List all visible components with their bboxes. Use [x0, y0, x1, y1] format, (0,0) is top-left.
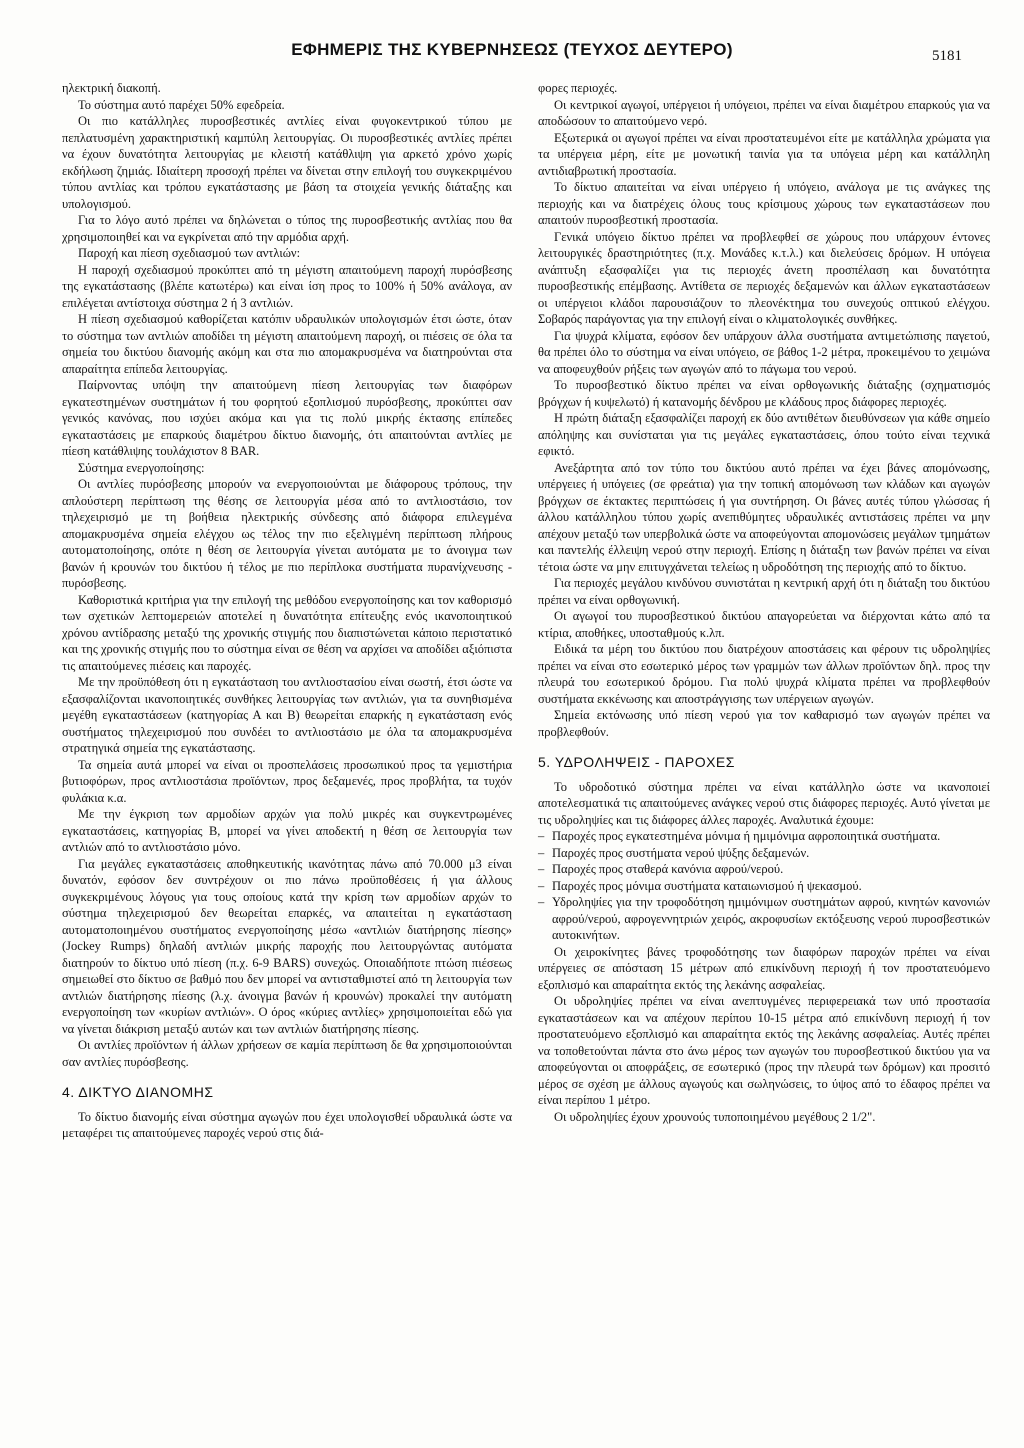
paragraph: Με την έγκριση των αρμοδίων αρχών για πολύ μικρές και συγκεντρωμένες εγκαταστάσεις, κατηγορίας Β, μπορεί να γίνει αποδεκτή η θέση σε λειτουργία των αντλιών από το αντλιοστάσιο μόνο. — [62, 807, 512, 854]
section-heading-4: 4. ΔΙΚΤΥΟ ΔΙΑΝΟΜΗΣ — [62, 1084, 214, 1100]
paragraph: Σύστημα ενεργοποίησης: — [78, 460, 205, 475]
paragraph: ηλεκτρική διακοπή. — [62, 81, 161, 95]
paragraph: Το σύστημα αυτό παρέχει 50% εφεδρεία. — [78, 97, 285, 112]
paragraph: Για το λόγο αυτό πρέπει να δηλώνεται ο τύπος της πυροσβεστικής αντλίας που θα χρησιμοποιηθεί και να εγκρίνεται από την αρμόδια αρχή. — [62, 213, 512, 244]
paragraph: Ανεξάρτητα από τον τύπο του δικτύου αυτό πρέπει να έχει βάνες απομόνωσης, υπέργειες ή υπόγειες (σε φρεάτια) για την τοπική απομόνωση των κλάδων και αγωγών βρόγχων σε έκτακτες περιπτώσεις ή για συντήρηση. Οι βάνες αυτές τύπου γλώσσας ή άλλου κατάλληλου τύπου χωρίς ανεπιθύμητες υδραυλικές αντιστάσεις πρέπει να μην απέχουν μεταξύ των υπερβολικά ώστε να αποφεύγονται απομονώσεις μεγάλων τμημάτων και παντελής έλλειψη νερού στην περιοχή. Επίσης η διάταξη των βανών πρέπει να είναι τέτοια ώστε να μην επιτυγχάνεται τελείως η υδροδότηση της περιοχής από το δίκτυο. — [538, 460, 990, 574]
page-header — [0, 40, 1024, 70]
paragraph: φορες περιοχές. — [538, 81, 618, 95]
paragraph: Οι υδροληψίες έχουν χρουνούς τυποποιημένου μεγέθους 2 1/2". — [554, 1109, 876, 1124]
paragraph: Οι χειροκίνητες βάνες τροφοδότησης των διαφόρων παροχών πρέπει να είναι υπέργειες σε απόσταση 15 μέτρων από επικίνδυνη περιοχή ή τον προστατευόμενο εξοπλισμό και απαραίτητα εκτός της λεκάνης ασφαλείας. — [538, 944, 990, 992]
paragraph: Η παροχή σχεδιασμού προκύπτει από τη μέγιστη απαιτούμενη παροχή πυρόσβεσης της εγκατάστασης (βλέπε κατωτέρω) και είναι ίση προς το 100% ή 50% ανάλογα, αν επιλέγεται αντίστοιχα σύστημα 2 ή 3 αντλιών. — [62, 262, 512, 310]
page-number: 5181 — [932, 48, 962, 64]
section-heading-5: 5. ΥΔΡΟΛΗΨΕΙΣ - ΠΑΡΟΧΕΣ — [538, 754, 735, 770]
list-item: – Υδροληψίες για την τροφοδότηση ημιμόνιμων συστημάτων αφρού, κινητών κανονιών αφρού/νερού, αφρογεννητριών χειρός, ακροφυσίων εκτόξευσης νερού πυροσβεστικών αυτοκινήτων. — [538, 894, 990, 944]
paragraph: Σημεία εκτόνωσης υπό πίεση νερού για τον καθαρισμό των αγωγών πρέπει να προβλεφθούν. — [538, 708, 990, 739]
paragraph: Για ψυχρά κλίματα, εφόσον δεν υπάρχουν άλλα συστήματα αντιμετώπισης παγετού, θα πρέπει όλο το σύστημα να είναι υπόγειο, σε βάθος 1-2 μέτρα, προκειμένου το χειμώνα να αποφευχθούν ρήξεις των αγωγών από το πάγωμα του νερού. — [538, 328, 990, 376]
paragraph: Γενικά υπόγειο δίκτυο πρέπει να προβλεφθεί σε χώρους που υπάρχουν έντονες λειτουργικές δραστηριότητες (π.χ. Μονάδες κ.τ.λ.) και διελεύσεις δρόμων. Η υπόγεια ανάπτυξη εξασφαλίζει για τις περιοχές άνετη προσπέλαση και δυνατότητα πυροσβεστικής επέμβασης. Αντίθετα σε περιοχές δεξαμενών και άλλων εγκαταστάσεων οι υπέργειοι κλάδοι παρουσιάζουν το πλεονέκτημα του συνεχούς οπτικού ελέγχου. Σοβαρός παράγοντας για την επιλογή είναι ο κλιματολογικές συνθήκες. — [538, 229, 990, 326]
paragraph: Οι υδροληψίες πρέπει να είναι ανεπτυγμένες περιφερειακά των υπό προστασία εγκαταστάσεων και να απέχουν περίπου 10-15 μέτρα από επικίνδυνη περιοχή ή τον προστατευόμενο εξοπλισμό και απαραίτητα εκτός της λεκάνης ασφαλείας. Αυτές πρέπει να τοποθετούνται πάντα στο άνω μέρος των αγωγών του πυροσβεστικού δικτύου για να αποφεύγονται οι αποφράξεις, σε εσωτερικό (προς την πλευρά των δρόμων) και προσιτό μέρος σε σχέση με άλλους αγωγούς και σωληνώσεις, το ύψος από το έδαφος πρέπει να είναι περίπου 1 μέτρο. — [538, 994, 990, 1107]
right-column — [538, 80, 990, 1125]
paragraph: Οι αγωγοί του πυροσβεστικού δικτύου απαγορεύεται να διέρχονται κάτω από τα κτίρια, αποθήκες, υποσταθμούς κ.λπ. — [538, 609, 990, 640]
paragraph: Οι πιο κατάλληλες πυροσβεστικές αντλίες είναι φυγοκεντρικού τύπου με πεπλατυσμένη χαρακτηριστική καμπύλη λειτουργίας. Οι πυροσβεστικές αντλίες πρέπει να έχουν δυνατότητα λειτουργίας με κλειστή κατάθλιψη για αρκετό χρόνο χωρίς εκδήλωση ζημιάς. Ιδιαίτερη προσοχή πρέπει να δίνεται στην επιλογή του συγκεκριμένου τύπου αντλίας και τρόπου εγκατάστασης με βάση τα στοιχεία γενικής διάταξης και υπολογισμού. — [62, 114, 512, 211]
paragraph: Το δίκτυο διανομής είναι σύστημα αγωγών που έχει υπολογισθεί υδραυλικά ώστε να μεταφέρει τις απαιτούμενες παροχές νερού στις διά- — [62, 1109, 512, 1140]
paragraph: Οι αντλίες πυρόσβεσης μπορούν να ενεργοποιούνται με διάφορους τρόπους, την απλούστερη περίπτωση της θέσης σε λειτουργία μέσα από το αντλιοστάσιο, τον τηλεχειρισμό με τη βοήθεια ηλεκτρικής σύνδεσης από διάφορα επιλεγμένα απομακρυσμένα σημεία ελέγχου ως τέλος την πιο εξελιγμένη περίπτωση πλήρους αυτοματοποίησης, οπότε η θέση σε λειτουργία γίνεται αυτόματα με το άνοιγμα των βανών ή κρουνών του δικτύου ή τέλος με πιο περίπλοκα συστήματα πυρανίχνευσης - πυρόσβεσης. — [62, 477, 512, 590]
paragraph: Οι αντλίες προϊόντων ή άλλων χρήσεων σε καμία περίπτωση δε θα χρησιμοποιούνται σαν αντλίες πυρόσβεσης. — [62, 1038, 512, 1069]
paragraph: Παίρνοντας υπόψη την απαιτούμενη πίεση λειτουργίας των διαφόρων εγκατεστημένων συστημάτων ή του φορητού εξοπλισμού πυρόσβεσης, προκύπτει σαν γενικός κανόνας, που ισχύει ακόμα και για τις πολύ μικρής έκτασης επίπεδες εγκαταστάσεις με επαρκούς διαμέτρου δίκτυο διανομής, ότι απαιτούνται αντλίες με πίεση κατάθλιψης τουλάχιστον 8 BAR. — [62, 378, 512, 458]
paragraph: Παροχή και πίεση σχεδιασμού των αντλιών: — [78, 246, 301, 260]
list-item: – Παροχές προς συστήματα νερού ψύξης δεξαμενών. — [538, 845, 990, 862]
paragraph: Για μεγάλες εγκαταστάσεις αποθηκευτικής ικανότητας πάνω από 70.000 μ3 είναι δυνατόν, εφόσον δεν συντρέχουν οι πιο πάνω προϋποθέσεις ή για άλλους συγκεκριμένους λόγους για τους οποίους κατά την κρίση των αρμοδίων αρχών το σύστημα τηλεχειρισμού δεν θεωρείται επαρκές, να απαιτείται η εγκατάσταση αυτοματοποιημένου συστήματος ενεργοποίησης μέσω «αντλιών διατήρησης πίεσης» (Jockey Rumps) δηλαδή αντλιών μικρής παροχής που λειτουργώντας αυτόματα διατηρούν το δίκτυο υπό πίεση (π.χ. 6-9 BARS) συνεχώς. Οποιαδήποτε πτώση πιέσεως σημειωθεί στο δίκτυο σε βαθμό που δεν μπορεί να αντισταθμιστεί από τη λειτουργία των αντλιών διατήρησης πίεσης (λ.χ. άνοιγμα βανών ή κρουνών) προκαλεί την αυτόματη ενεργοποίηση των «κυρίων αντλιών». Ο όρος «κύριες αντλίες» χρησιμοποιείται εδώ για να γίνεται διάκριση μεταξύ αυτών και των αντλιών διατήρησης πίεσης. — [62, 856, 512, 1036]
paragraph: Με την προϋπόθεση ότι η εγκατάσταση του αντλιοστασίου είναι σωστή, έτσι ώστε να εξασφαλίζονται ικανοποιητικές συνθήκες λειτουργίας των αντλιών, για τα συνηθισμένα μεγέθη εγκαταστάσεων (κατηγορίας Α και Β) θεωρείται επαρκής η εγκατάσταση ενός συστήματος τηλεχειρισμού που συνδέει το αντλιοστάσιο με όλα τα απομακρυσμένα στρατηγικά σημεία της εγκατάστασης. — [62, 675, 512, 755]
paragraph: Η πίεση σχεδιασμού καθορίζεται κατόπιν υδραυλικών υπολογισμών έτσι ώστε, όταν το σύστημα των αντλιών αποδίδει τη μέγιστη απαιτούμενη παροχή, οι πιέσεις σε όλα τα σημεία του δικτύου διανομής ακόμη και στα πιο απομακρυσμένα να διατηρούνται στα απαραίτητα επίπεδα λειτουργίας. — [62, 312, 512, 376]
paragraph: Τα σημεία αυτά μπορεί να είναι οι προσπελάσεις προσωπικού προς τα γεμιστήρια βυτιοφόρων, προς αντλιοστάσια προϊόντων, προς δεξαμενές, προς προβλήτα, τα τυχόν φυλάκια κ.α. — [62, 757, 512, 805]
running-title: ΕΦΗΜΕΡΙΣ ΤΗΣ ΚΥΒΕΡΝΗΣΕΩΣ (ΤΕΥΧΟΣ ΔΕΥΤΕΡΟ) — [291, 40, 733, 59]
list-item: – Παροχές προς εγκατεστημένα μόνιμα ή ημιμόνιμα αφροποιητικά συστήματα. — [538, 828, 990, 845]
left-column — [62, 80, 512, 1142]
paragraph: Εξωτερικά οι αγωγοί πρέπει να είναι προστατευμένοι είτε με κατάλληλα χρώματα για τα υπέργεια μέρη, είτε με μονωτική ταινία για τα υπόγεια μέρη και κατάλληλη αντιδιαβρωτική προστασία. — [538, 130, 990, 178]
paragraph: Καθοριστικά κριτήρια για την επιλογή της μεθόδου ενεργοποίησης και τον καθορισμό των σχετικών λεπτομερειών αποτελεί η δυνατότητα επίτευξης ενός ικανοποιητικού χρόνου αντίδρασης μεταξύ της χρονικής στιγμής που διαπιστώνεται κάποιο περιστατικό και της χρονικής στιγμής που το σύστημα είναι σε θέση να αρχίσει να αποδίδει αξιόπιστα τις απαιτούμενες πιέσεις και παροχές. — [62, 592, 512, 673]
paragraph: Το δίκτυο απαιτείται να είναι υπέργειο ή υπόγειο, ανάλογα με τις ανάγκες της περιοχής και να διατρέχεις όλους τους κρίσιμους χώρους των εγκαταστάσεων που απαιτούν πυροσβεστική προστασία. — [538, 180, 990, 227]
paragraph: Το υδροδοτικό σύστημα πρέπει να είναι κατάλληλο ώστε να ικανοποιεί αποτελεσματικά τις απαιτούμενες ανάγκες νερού στις διάφορες περιοχές. Αυτό γίνεται με τις υδροληψίες και τις διάφορες άλλες παροχές. Αναλυτικά έχουμε: — [538, 779, 990, 827]
paragraph: Το πυροσβεστικό δίκτυο πρέπει να είναι ορθογωνικής διάταξης (σχηματισμός βρόγχων ή κυψελωτό) ή κατανομής δένδρου με κλάδους προς διάφορες περιοχές. — [538, 378, 990, 409]
supply-list — [538, 828, 990, 944]
list-item: – Παροχές προς σταθερά κανόνια αφρού/νερού. — [538, 861, 990, 878]
list-item: – Παροχές προς μόνιμα συστήματα καταιωνισμού ή ψεκασμού. — [538, 878, 990, 895]
paragraph: Η πρώτη διάταξη εξασφαλίζει παροχή εκ δύο αντιθέτων διευθύνσεων για κάθε σημείο απόληψης και συνίσταται για τις μεγάλες εγκαταστάσεις, όπου τούτο είναι τεχνικά εφικτό. — [538, 411, 990, 458]
paragraph: Για περιοχές μεγάλου κινδύνου συνιστάται η κεντρική αρχή ότι η διάταξη του δικτύου πρέπει να είναι ορθογωνική. — [538, 576, 990, 607]
paragraph: Ειδικά τα μέρη του δικτύου που διατρέχουν αποστάσεις και φέρουν τις υδροληψίες πρέπει να είναι στο εσωτερικό μέρος των γραμμών των άλλων προϊόντων δηλ. προς την πλευρά του εσωτερικού δρόμου. Για πολύ ψυχρά κλίματα πρέπει να προβλεφθούν συστήματα εκκένωσης και αποστράγγισης των υπέργειων αγωγών. — [538, 642, 990, 706]
paragraph: Οι κεντρικοί αγωγοί, υπέργειοι ή υπόγειοι, πρέπει να είναι διαμέτρου επαρκούς για να αποδώσουν το απαιτούμενο νερό. — [538, 97, 990, 128]
